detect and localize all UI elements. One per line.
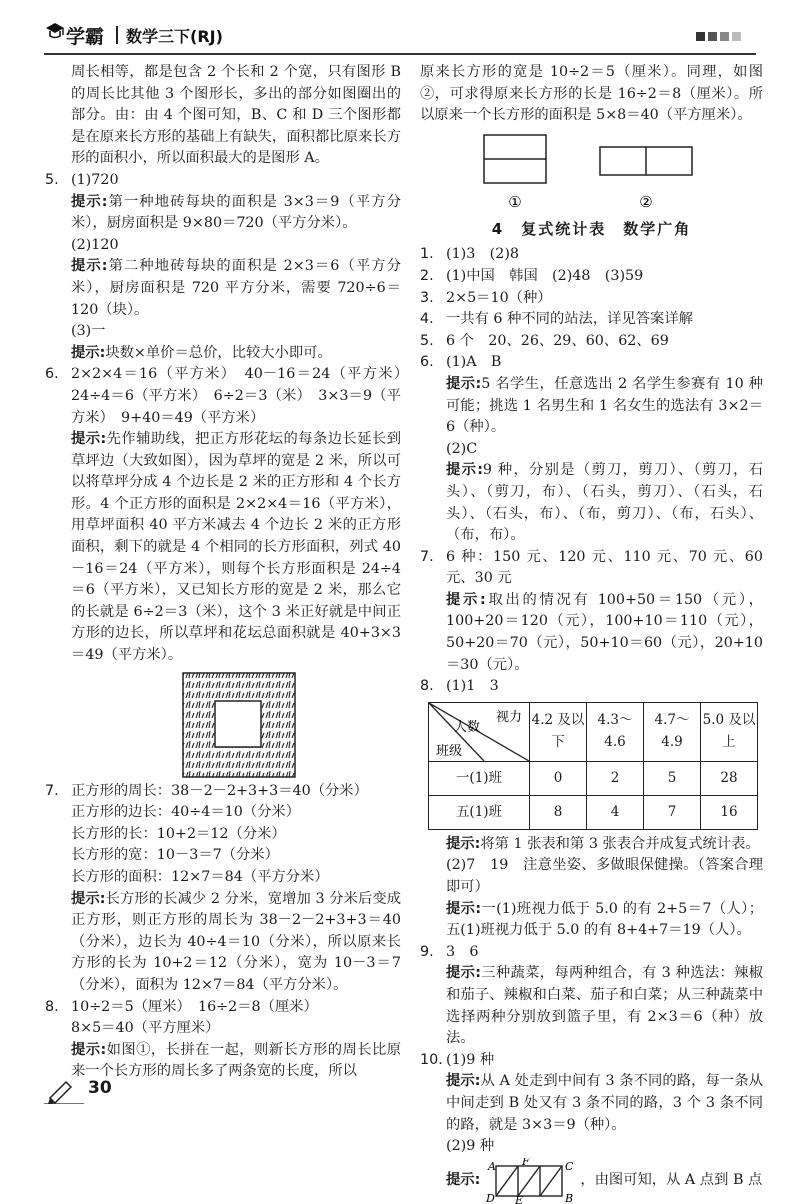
question-number: 2. <box>420 267 434 284</box>
hint-label: 提示: <box>71 431 107 448</box>
hint <box>420 834 763 856</box>
table-corner <box>429 702 530 761</box>
answer-text: (1)中国 韩国 (2)48 (3)59 <box>446 267 644 284</box>
corner-class: 班级 <box>435 743 463 759</box>
question-number: 10. <box>420 1051 443 1068</box>
answer-7 <box>420 547 763 590</box>
question-number: 5. <box>420 332 434 349</box>
hint-label: 提示: <box>71 1041 107 1058</box>
answer-text: (2)9 种 <box>446 1138 495 1155</box>
table-cell: 28 <box>701 761 758 795</box>
pencil-icon <box>44 1078 84 1104</box>
header-rule <box>44 53 756 55</box>
book-title: 数学三下(RJ) <box>126 27 223 46</box>
hint-text: ，由图可知，从 A 点到 B 点 <box>580 1171 763 1188</box>
page-number: 30 <box>88 1078 112 1098</box>
hint <box>45 1040 401 1083</box>
point-label: F <box>522 1157 530 1168</box>
lawn-figure <box>45 669 401 779</box>
hint-label: 提示: <box>71 344 106 361</box>
table-header: 5.0 及以上 <box>701 702 758 761</box>
corner-count: 人数 <box>453 719 481 735</box>
answer-text: 正方形的周长：38－2－2+3+3＝40（分米） <box>71 782 368 799</box>
vision-table <box>428 702 758 830</box>
hint <box>420 1071 763 1136</box>
table-row <box>429 761 758 795</box>
hint-label: 提示: <box>71 193 108 210</box>
answer-text: (3)一 <box>71 323 106 340</box>
answer-text: 长方形的宽：10－3＝7（分米） <box>71 847 279 864</box>
hint-label: 提示: <box>446 835 481 852</box>
header-square <box>732 32 741 41</box>
hint <box>45 256 401 321</box>
corner-vision: 视力 <box>495 709 523 725</box>
point-label: E <box>515 1193 524 1204</box>
table-row <box>429 795 758 829</box>
question-number: 4. <box>420 311 434 328</box>
figure-label-1: ① <box>508 192 522 211</box>
hint-text: 将第 1 张表和第 3 张表合并成复式统计表。 <box>480 835 760 852</box>
hint-text: 第二种地砖每块的面积是 2×3＝6（平方分米），厨房面积是 720 平方分米，需要 720÷6＝120（块）。 <box>71 258 401 318</box>
table-cell: 7 <box>644 795 701 829</box>
table-header: 4.3～4.6 <box>587 702 644 761</box>
hint-text: 取出的情况有 100+50＝150（元），100+20＝120（元），100+10＝110（元），50+20＝70（元），50+10＝60（元），20+10＝30（元）。 <box>446 591 763 673</box>
question-number: 6. <box>45 366 59 383</box>
graduation-cap-icon <box>44 20 66 42</box>
hint <box>420 374 763 439</box>
hint-text: 先作辅助线，把正方形花坛的每条边长延长到草坪边（大致如图），因为草坪的宽是 2 米，所以可以将草坪分成 4 个边长是 2 米的正方形和 4 个长方形。4 个正方形的面积是 2×2×4＝16（平方米），用草坪面积 40 平方米减去 4 个边长 2 米的正方形面积，剩下的就是 4 个相同的长方形面积，列式 40－16＝24（平方米），则每个长方形面积是 24÷4＝6（平方米），又已知长方形的宽是 2 米，那么它的长就是 6÷2＝3（米），这个 3 米正好就是中间正方形的边长，所以草坪和花坛总面积就是 40+3×3＝49（平方米）。 <box>71 431 402 664</box>
page-footer <box>44 1078 124 1108</box>
table-cell: 五(1)班 <box>429 795 530 829</box>
question-number: 8. <box>45 998 59 1015</box>
answer-text: 2×5＝10（种） <box>446 289 552 306</box>
answer-text: 长方形的长：10+2＝12（分米） <box>71 825 286 842</box>
answer-8 <box>45 997 401 1019</box>
answer-text: (2)C <box>446 440 478 457</box>
hint-text: 5 名学生，任意选出 2 名学生参赛有 10 种可能；挑选 1 名男生和 1 名女生的选法有 3×2＝6（种）。 <box>446 375 764 436</box>
table-cell: 4 <box>587 795 644 829</box>
hint-label: 提示: <box>446 1073 481 1090</box>
left-column <box>45 62 416 1083</box>
header-square <box>720 32 729 41</box>
page-header <box>44 22 756 54</box>
paragraph: 周长相等，都是包含 2 个长和 2 个宽，只有图形 B 的周长比其他 3 个图形长，多出的部分如图圈出的部分。由：由 4 个图可知，B、C 和 D 三个图形都是在原来长方形的基础上有缺失，面积都比原来长方形的面积小，所以面积最大的是图形 A。 <box>71 64 401 167</box>
hint <box>420 1158 763 1204</box>
hint-text: 第一种地砖每块的面积是 3×3＝9（平方分米），厨房面积是 9×80＝720（平方分米）。 <box>71 193 401 232</box>
hint-label: 提示: <box>446 900 482 917</box>
answer-3 <box>420 288 763 310</box>
question-number: 6. <box>420 354 434 371</box>
header-square <box>708 32 717 41</box>
hint <box>45 429 401 667</box>
hint-text: 9 种，分别是（剪刀，剪刀）、（剪刀，石头）、（剪刀，布）、（石头，剪刀）、（石头，石头）、（石头，布）、（布，剪刀）、（布，石头）、（布，布）。 <box>446 462 764 544</box>
section-title: 4 复式统计表 数学广角 <box>491 219 692 238</box>
answer-6 <box>420 352 763 374</box>
point-label: B <box>565 1191 574 1204</box>
hint-label: 提示: <box>446 1171 481 1188</box>
question-number: 7. <box>45 782 59 799</box>
question-number: 3. <box>420 289 434 306</box>
paragraph: 原来长方形的宽是 10÷2＝5（厘米）。同理，如图②，可求得原来长方形的长是 16÷2＝8（厘米）。所以原来一个长方形的面积是 5×8＝40（平方厘米）。 <box>420 64 763 124</box>
hint-label: 提示: <box>446 591 486 608</box>
question-number: 5. <box>45 171 59 188</box>
table-cell: 一(1)班 <box>429 761 530 795</box>
hint <box>420 899 763 942</box>
hint <box>45 192 401 235</box>
answer-text: 一共有 6 种不同的站法，详见答案详解 <box>446 311 693 328</box>
hint-label: 提示: <box>71 890 106 907</box>
answer-text: (1)3 (2)8 <box>446 246 519 263</box>
answer-4 <box>420 309 763 331</box>
rectangles-figure <box>420 131 763 213</box>
table-cell: 5 <box>644 761 701 795</box>
answer-text: (2)7 19 注意坐姿、多做眼保健操。（答案合理即可） <box>446 857 763 896</box>
answer-6 <box>45 364 416 429</box>
question-number: 7. <box>420 548 434 565</box>
hint-label: 提示: <box>446 375 482 392</box>
table-header: 4.2 及以下 <box>530 702 587 761</box>
answer-text: 8×5＝40（平方厘米） <box>71 1020 220 1037</box>
answer-7 <box>45 781 401 803</box>
answer-2 <box>420 266 763 288</box>
answer-5 <box>45 170 401 192</box>
answer-text: 3 6 <box>446 943 479 960</box>
answer-text: 10÷2＝5（厘米） 16÷2＝8（厘米） <box>71 998 318 1015</box>
answer-8 <box>420 676 763 698</box>
logo-text: 学霸 <box>66 26 105 48</box>
answer-1 <box>420 244 763 266</box>
hint <box>45 889 401 997</box>
answer-text: 6 种：150 元、120 元、110 元、70 元、60 元、30 元 <box>446 548 763 587</box>
hint-label: 提示: <box>71 258 108 275</box>
answer-10 <box>420 1050 763 1072</box>
hint <box>45 343 401 365</box>
point-label: A <box>488 1159 497 1173</box>
answer-text: (1)1 3 <box>446 678 499 695</box>
answer-5 <box>420 331 763 353</box>
hint-text: 块数×单价＝总价，比较大小即可。 <box>105 344 332 361</box>
path-figure <box>482 1158 578 1204</box>
answer-text: (1)A B <box>446 354 502 371</box>
answer-text: 长方形的面积：12×7＝84（平方分米） <box>71 869 329 885</box>
table-cell: 2 <box>587 761 644 795</box>
hint-text: 如图①，长拼在一起，则新长方形的周长比原来一个长方形的周长多了两条宽的长度，所以 <box>71 1041 402 1080</box>
hint-label: 提示: <box>446 462 483 479</box>
answer-text: (1)9 种 <box>446 1051 495 1068</box>
hint-text: 三种蔬菜，每两种组合，有 3 种选法：辣椒和茄子、辣椒和白菜、茄子和白菜；从三种蔬菜中选择两种分别放到篮子里，有 2×3＝6（种）放法。 <box>446 965 764 1047</box>
point-label: C <box>565 1159 574 1173</box>
answer-text: (2)120 <box>71 236 119 253</box>
hint <box>420 963 763 1049</box>
hint-label: 提示: <box>446 965 481 982</box>
question-number: 8. <box>420 678 434 695</box>
question-number: 9. <box>420 943 434 960</box>
hint-text: 一(1)班视力低于 5.0 的有 2+5＝7（人）；五(1)班视力低于 5.0 的有 8+4+7＝19（人）。 <box>446 900 764 939</box>
table-cell: 8 <box>530 795 587 829</box>
answer-text: 6 个 20、26、29、60、62、69 <box>446 332 669 349</box>
hint-text: 从 A 处走到中间有 3 条不同的路，每一条从中间走到 B 处又有 3 条不同的路，3 个 3 条不同的路，就是 3×3＝9（种）。 <box>446 1073 763 1133</box>
answer-text: 2×2×4＝16（平方米） 40－16＝24（平方米） 24÷4＝6（平方米） 6÷2＝3（米） 3×3＝9（平方米） 9+40＝49（平方米） <box>71 366 416 426</box>
hint-text: 长方形的长减少 2 分米，宽增加 3 分米后变成正方形，则正方形的周长为 38－2－2+3+3＝40（分米），边长为 40÷4＝10（分米），所以原来长方形的长为 10+2＝12（分米），宽为 10－3＝7（分米），面积为 12×7＝84（平方分米）。 <box>71 890 402 993</box>
hint <box>420 460 763 546</box>
figure-label-2: ② <box>639 192 653 211</box>
table-cell: 0 <box>530 761 587 795</box>
right-column <box>420 62 763 1204</box>
header-separator <box>116 26 118 44</box>
answer-9 <box>420 942 763 964</box>
table-header: 4.7～4.9 <box>644 702 701 761</box>
question-number: 1. <box>420 246 434 263</box>
header-square <box>696 32 705 41</box>
hint <box>420 590 763 676</box>
table-cell: 16 <box>701 795 758 829</box>
answer-text: (1)720 <box>71 171 119 188</box>
answer-text: 正方形的边长：40÷4＝10（分米） <box>71 804 301 821</box>
point-label: D <box>486 1191 496 1204</box>
